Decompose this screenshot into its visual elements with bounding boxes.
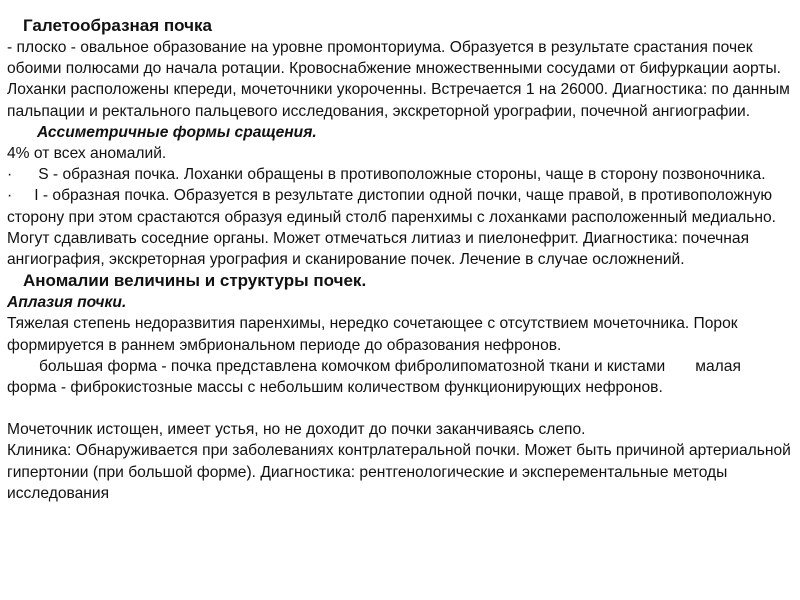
- large-form-text: большая форма - почка представлена комочком фибролипоматозной ткани и кистами: [39, 357, 666, 375]
- heading-horseshoe-kidney: Галетообразная почка: [23, 16, 212, 35]
- paragraph-ureter: Мочеточник истощен, имеет устья, но не доходит до почки заканчиваясь слепо.: [7, 421, 586, 439]
- s-shaped-text: S - образная почка. Лоханки обращены в противоположные стороны, чаще в сторону позвоночника.: [38, 166, 766, 184]
- i-shaped-text: I - образная почка. Образуется в результате дистопии одной почки, чаще правой, в противоположную сторону при этом срастаются образуя единый столб паренхимы с лоханками расположенный медиально. Могут сдавливать соседние органы. Может отмечаться литиаз и пиелонефрит. Диагностика: почечная ангиография, экскреторная урография и сканирование почек. Лечение в случае осложнений.: [7, 187, 776, 269]
- blank-line: [7, 398, 792, 419]
- list-item-s-shaped-kidney: [7, 164, 792, 185]
- bullet-dot: ·: [7, 166, 13, 184]
- heading-aplasia: Аплазия почки.: [7, 294, 127, 312]
- paragraph-aplasia-forms: [7, 356, 792, 398]
- list-item-i-shaped-kidney: [7, 185, 792, 270]
- small-form-text: форма - фиброкистозные массы с небольшим количеством функционирующих нефронов.: [7, 379, 663, 397]
- paragraph-clinic: Клиника: Обнаруживается при заболеваниях контрлатеральной почки. Может быть причиной артериальной гипертонии (при большой форме). Диагностика: рентгенологические и эксперементальные методы исследования: [7, 442, 791, 502]
- heading-size-structure-anomalies: Аномалии величины и структуры почек.: [23, 271, 367, 291]
- paragraph-aplasia-description: Тяжелая степень недоразвития паренхимы, нередко сочетающее с отсутствием мочеточника. Порок формируется в раннем эмбриональном периоде до образования нефронов.: [7, 315, 738, 354]
- bullet-dot: ·: [7, 187, 13, 205]
- heading-asymmetric-fusion: Ассиметричные формы сращения.: [37, 123, 317, 141]
- small-form-start: малая: [695, 357, 741, 375]
- paragraph-horseshoe-description: - плоско - овальное образование на уровне промонториума. Образуется в результате срастания почек обоими полюсами до начала ротации. Кровоснабжение множественными сосудами от бифуркации аорты. Лоханки расположены кпереди, мочеточники укороченны. Встречается 1 на 26000. Диагностика: по данным пальпации и ректального пальцевого исследования, экскреторной урографии, почечной ангиографии.: [7, 39, 790, 120]
- paragraph-asymmetric-stat: 4% от всех аномалий.: [7, 145, 167, 163]
